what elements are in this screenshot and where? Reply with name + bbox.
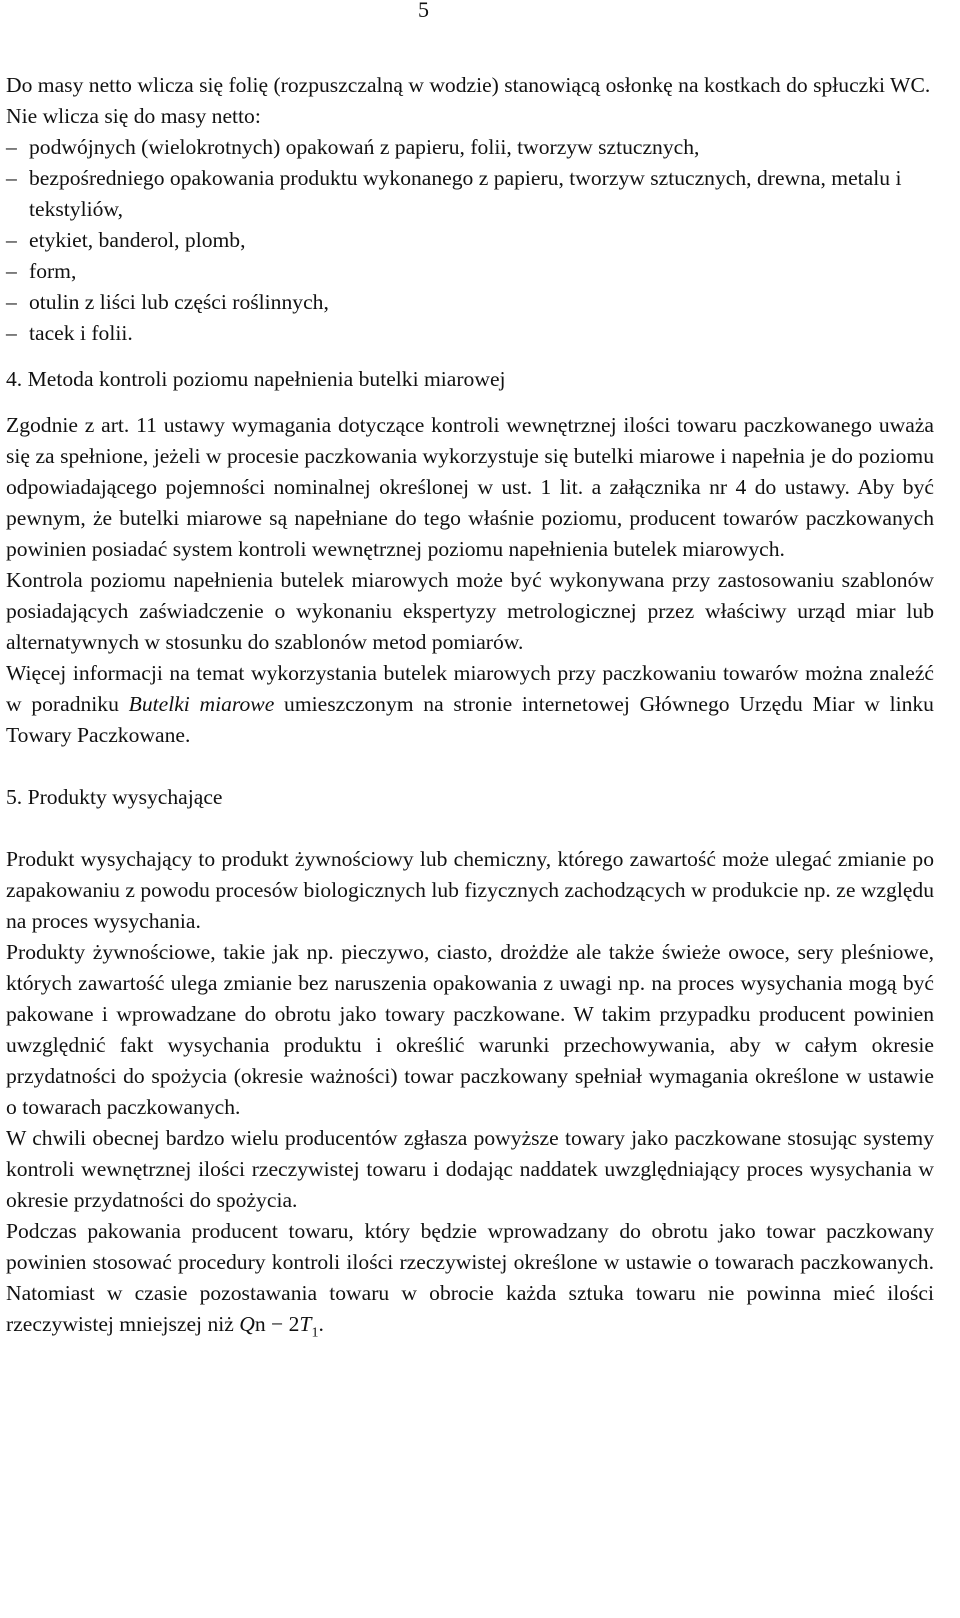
section-5-paragraph-3: W chwili obecnej bardzo wielu producentów zgłasza powyższe towary jako paczkowane stosując systemy kontroli wewnętrznej ilości rzeczywistej towaru i dodając naddatek uwzględniający proces wysychania w okresie przydatności do spożycia. bbox=[6, 1126, 934, 1212]
list-item: – etykiet, banderol, plomb, bbox=[6, 225, 934, 256]
formula-q: Q bbox=[239, 1312, 255, 1336]
exclusion-list bbox=[6, 132, 934, 349]
document-body bbox=[6, 70, 934, 1340]
formula-n: n − 2 bbox=[254, 1312, 300, 1336]
section-5-paragraph-4-text: Podczas pakowania producent towaru, który będzie wprowadzany do obrotu jako towar paczkowany powinien stosować procedury kontroli ilości rzeczywistej określone w ustawie o towarach paczkowanych. Natomiast w czasie pozostawania towaru w obrocie każda sztuka towaru nie powinna mieć ilości rzeczywistej mniejszej niż bbox=[6, 1219, 934, 1336]
section-5-heading: 5. Produkty wysychające bbox=[6, 785, 223, 809]
list-item: – bezpośredniego opakowania produktu wykonanego z papieru, tworzyw sztucznych, drewna, metalu i tekstyliów, bbox=[6, 163, 934, 225]
intro-paragraph: Do masy netto wlicza się folię (rozpuszczalną w wodzie) stanowiącą osłonkę na kostkach do spłuczki WC. bbox=[6, 73, 931, 97]
exclusion-intro: Nie wlicza się do masy netto: bbox=[6, 104, 261, 128]
formula-t: T bbox=[299, 1312, 312, 1336]
section-5-paragraph-2: Produkty żywnościowe, takie jak np. pieczywo, ciasto, drożdże ale także świeże owoce, sery pleśniowe, których zawartość ulega zmianie bez naruszenia opakowania z uwagi np. na proces wysychania mogą być pakowane i wprowadzane do obrotu jako towary paczkowane. W takim przypadku producent powinien uwzględnić fakt wysychania produktu i określić warunki przechowywania, aby w całym okresie przydatności do spożycia (okresie ważności) towar paczkowany spełniał wymagania określone w ustawie o towarach paczkowanych. bbox=[6, 940, 934, 1119]
formula-end: . bbox=[318, 1312, 324, 1336]
list-item: – otulin z liści lub części roślinnych, bbox=[6, 287, 934, 318]
page-number: 5 bbox=[418, 0, 429, 22]
guide-title: Butelki miarowe bbox=[128, 692, 275, 716]
section-4-heading: 4. Metoda kontroli poziomu napełnienia butelki miarowej bbox=[6, 367, 506, 391]
section-4-paragraph-1: Zgodnie z art. 11 ustawy wymagania dotyczące kontroli wewnętrznej ilości towaru paczkowanego uważa się za spełnione, jeżeli w procesie paczkowania wykorzystuje się butelki miarowe i napełnia je do poziomu odpowiadającego pojemności nominalnej określonej w ust. 1 lit. a załącznika nr 4 do ustawy. Aby być pewnym, że butelki miarowe są napełniane do tego właśnie poziomu, producent towarów paczkowanych powinien posiadać system kontroli wewnętrznej poziomu napełnienia butelek miarowych. bbox=[6, 413, 934, 561]
list-item: – tacek i folii. bbox=[6, 318, 934, 349]
section-4-paragraph-2: Kontrola poziomu napełnienia butelek miarowych może być wykonywana przy zastosowaniu szablonów posiadających zaświadczenie o wykonaniu ekspertyzy metrologicznej przez właściwy urząd miar lub alternatywnych w stosunku do szablonów metod pomiarów. bbox=[6, 568, 934, 654]
formula-subscript: 1 bbox=[311, 1325, 319, 1341]
section-4-paragraph-3-text-a: Więcej informacji na temat wykorzystania butelek miarowych przy paczkowaniu towarów można znaleźć w poradniku bbox=[6, 661, 934, 716]
section-4-paragraph-3 bbox=[6, 658, 934, 751]
list-item: – podwójnych (wielokrotnych) opakowań z papieru, folii, tworzyw sztucznych, bbox=[6, 132, 934, 163]
section-5-paragraph-4 bbox=[6, 1216, 934, 1340]
list-item: – form, bbox=[6, 256, 934, 287]
section-5-paragraph-1: Produkt wysychający to produkt żywnościowy lub chemiczny, którego zawartość może ulegać zmianie po zapakowaniu z powodu procesów biologicznych lub fizycznych zachodzących w produkcie np. ze względu na proces wysychania. bbox=[6, 847, 934, 933]
section-4-paragraph-3-text-b: umieszczonym na stronie internetowej Głównego Urzędu Miar w linku Towary Paczkowane. bbox=[6, 692, 934, 747]
